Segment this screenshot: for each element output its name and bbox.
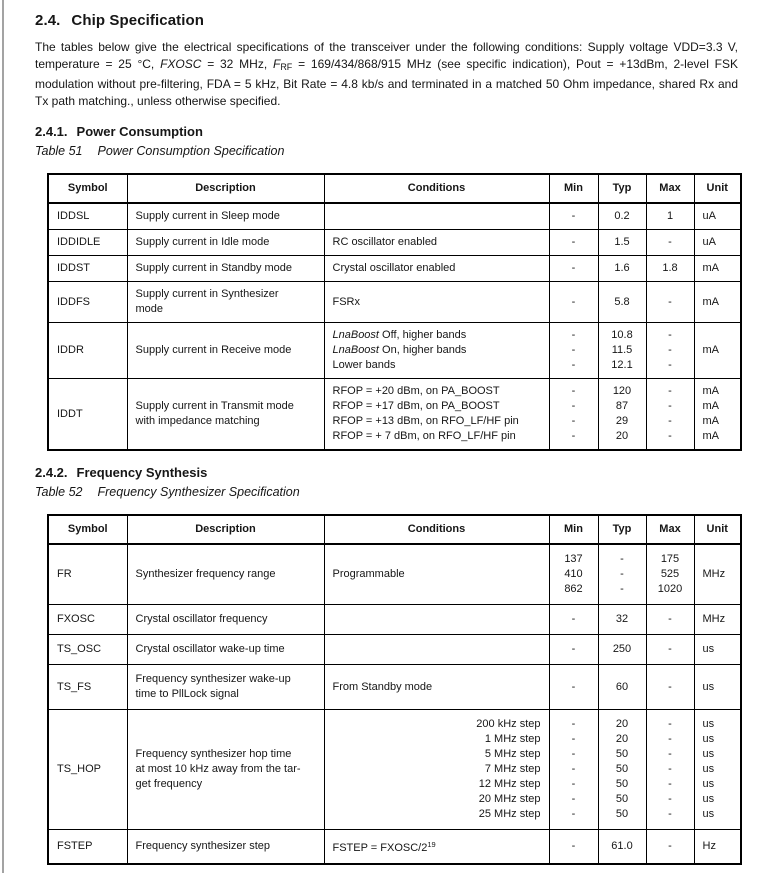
column-header-typ: Typ bbox=[598, 515, 646, 544]
cell-line-condition: From Standby mode bbox=[332, 680, 433, 693]
cell-line-typ: 20 bbox=[615, 718, 629, 730]
cell-line-description: get frequency bbox=[135, 778, 203, 790]
cell-line-min: - bbox=[571, 415, 576, 427]
cell-line-max: - bbox=[668, 718, 672, 730]
cell-line-unit: us bbox=[702, 808, 715, 820]
cell-line-typ: 20 bbox=[615, 733, 629, 745]
min-cell bbox=[549, 635, 598, 665]
cell-line-min: - bbox=[571, 400, 576, 412]
column-header-conditions: Conditions bbox=[324, 515, 549, 544]
description-cell bbox=[127, 282, 324, 323]
cell-line-max: 1020 bbox=[657, 583, 683, 595]
unit-cell bbox=[694, 544, 741, 605]
unit-cell bbox=[694, 230, 741, 256]
symbol-cell: FXOSC bbox=[48, 605, 127, 635]
header-row bbox=[48, 515, 741, 544]
header-row bbox=[48, 174, 741, 203]
conditions-cell bbox=[324, 203, 549, 230]
cell-line-description: mode bbox=[135, 303, 164, 315]
cell-line-unit: uA bbox=[702, 236, 716, 248]
cell-line-condition: RFOP = + 7 dBm, on RFO_LF/HF pin bbox=[332, 430, 516, 442]
cell-line-min: - bbox=[571, 680, 576, 693]
cell-line-max: - bbox=[668, 613, 672, 625]
description-cell bbox=[127, 665, 324, 710]
cell-line-description: Frequency synthesizer wake-up bbox=[135, 673, 291, 685]
spec-row-iddidle bbox=[48, 230, 741, 256]
symbol-cell: IDDFS bbox=[48, 282, 127, 323]
cell-line-description: Supply current in Transmit mode bbox=[135, 400, 294, 412]
symbol-cell: IDDR bbox=[48, 323, 127, 379]
typ-cell bbox=[598, 323, 646, 379]
subsection-heading-2 bbox=[35, 465, 739, 480]
conditions-cell bbox=[324, 605, 549, 635]
unit-cell bbox=[694, 605, 741, 635]
cell-line-description: Synthesizer frequency range bbox=[135, 568, 276, 580]
max-cell bbox=[646, 710, 694, 830]
cell-line-condition: RFOP = +17 dBm, on PA_BOOST bbox=[332, 400, 500, 412]
typ-cell bbox=[598, 282, 646, 323]
spec-row-iddr bbox=[48, 323, 741, 379]
conditions-cell bbox=[324, 544, 549, 605]
description-cell bbox=[127, 323, 324, 379]
column-header-min: Min bbox=[549, 515, 598, 544]
cell-line-min: - bbox=[571, 718, 576, 730]
conditions-cell bbox=[324, 665, 549, 710]
min-cell bbox=[549, 203, 598, 230]
cell-line-min: 862 bbox=[564, 583, 583, 595]
cell-line-unit: mA bbox=[702, 415, 719, 427]
cell-line-min: - bbox=[571, 778, 576, 790]
subsection-power-consumption bbox=[35, 124, 739, 451]
unit-cell bbox=[694, 282, 741, 323]
cell-line-description: Supply current in Standby mode bbox=[135, 262, 293, 274]
cell-line-max: - bbox=[668, 748, 672, 760]
cell-line-unit: us bbox=[702, 793, 715, 805]
cell-line-typ: - bbox=[620, 583, 624, 595]
description-cell bbox=[127, 830, 324, 865]
typ-cell bbox=[598, 379, 646, 451]
spec-row-fstep bbox=[48, 830, 741, 865]
cell-line-typ: 11.5 bbox=[611, 344, 633, 356]
cell-line-max: - bbox=[668, 400, 672, 412]
spec-row-ts_hop bbox=[48, 710, 741, 830]
cell-line-min: - bbox=[571, 643, 576, 655]
cell-line-unit: mA bbox=[702, 430, 719, 442]
cell-line-typ: 12.1 bbox=[611, 359, 633, 371]
conditions-cell bbox=[324, 282, 549, 323]
subsection-number: 2.4.2. bbox=[35, 465, 68, 480]
max-cell bbox=[646, 635, 694, 665]
cell-line-max: - bbox=[668, 295, 672, 308]
max-cell bbox=[646, 256, 694, 282]
min-cell bbox=[549, 710, 598, 830]
cell-line-unit: us bbox=[702, 778, 715, 790]
typ-cell bbox=[598, 710, 646, 830]
table-52-caption bbox=[35, 485, 739, 499]
intro-text-segment: FXOSC bbox=[160, 57, 202, 71]
symbol-cell: IDDIDLE bbox=[48, 230, 127, 256]
symbol-cell: IDDT bbox=[48, 379, 127, 451]
description-cell bbox=[127, 379, 324, 451]
min-cell bbox=[549, 379, 598, 451]
power-consumption-specification bbox=[47, 173, 742, 451]
cell-line-description: Frequency synthesizer hop time bbox=[135, 748, 292, 760]
cell-line-max: 1.8 bbox=[662, 262, 678, 274]
cell-line-max: - bbox=[668, 236, 672, 248]
cell-line-condition: Lower bands bbox=[332, 359, 396, 371]
cell-line-condition: RC oscillator enabled bbox=[332, 236, 438, 248]
cell-line-min: - bbox=[571, 430, 576, 442]
cell-line-unit: us bbox=[702, 748, 715, 760]
cell-line-description: Supply current in Sleep mode bbox=[135, 210, 280, 222]
subsection-number: 2.4.1. bbox=[35, 124, 68, 139]
conditions-cell bbox=[324, 710, 549, 830]
unit-cell bbox=[694, 256, 741, 282]
cell-line-description: time to PllLock signal bbox=[135, 688, 239, 700]
cell-line-unit: mA bbox=[702, 400, 719, 412]
cell-line-condition: Programmable bbox=[332, 568, 405, 580]
intro-text-segment: The tables below give the electrical specifications of the transceiver under the following conditions: Supply voltage VDD=3.3 V, temperature = 25 °C, bbox=[35, 40, 738, 71]
cell-line-min: - bbox=[571, 733, 576, 745]
cell-line-min: - bbox=[571, 262, 576, 274]
cell-line-max: 1 bbox=[666, 210, 674, 222]
symbol-cell: FSTEP bbox=[48, 830, 127, 865]
cell-line-unit: Hz bbox=[702, 840, 716, 852]
subsection-title: Frequency Synthesis bbox=[76, 465, 208, 480]
cell-line-typ: 0.2 bbox=[614, 210, 630, 222]
section-title: Chip Specification bbox=[71, 12, 205, 29]
section-heading bbox=[35, 12, 739, 29]
table-caption-label: Table 51 bbox=[35, 144, 83, 158]
typ-cell bbox=[598, 230, 646, 256]
cell-line-max: - bbox=[668, 385, 672, 397]
subsection-title: Power Consumption bbox=[76, 124, 203, 139]
max-cell bbox=[646, 230, 694, 256]
cell-line-condition: 5 MHz step bbox=[484, 748, 541, 760]
unit-cell bbox=[694, 203, 741, 230]
min-cell bbox=[549, 230, 598, 256]
min-cell bbox=[549, 830, 598, 865]
table-caption-title: Frequency Synthesizer Specification bbox=[97, 485, 300, 499]
cell-line-max: - bbox=[668, 808, 672, 820]
cell-line-min: - bbox=[571, 344, 576, 356]
cell-line-condition: LnaBoost Off, higher bands bbox=[332, 329, 467, 341]
max-cell bbox=[646, 830, 694, 865]
cell-line-condition: 25 MHz step bbox=[478, 808, 541, 820]
cell-line-max: - bbox=[668, 778, 672, 790]
cell-line-condition: FSTEP = FXOSC/$2^{19}$ bbox=[332, 840, 436, 854]
subsection-heading-1 bbox=[35, 124, 739, 139]
symbol-cell: FR bbox=[48, 544, 127, 605]
spec-row-iddst bbox=[48, 256, 741, 282]
spec-row-iddt bbox=[48, 379, 741, 451]
spec-row-ts_osc bbox=[48, 635, 741, 665]
cell-line-unit: mA bbox=[702, 295, 719, 308]
typ-cell bbox=[598, 544, 646, 605]
cell-line-typ: 50 bbox=[615, 793, 629, 805]
cell-line-max: - bbox=[668, 344, 672, 356]
max-cell bbox=[646, 203, 694, 230]
cell-line-unit: us bbox=[702, 763, 715, 775]
typ-cell bbox=[598, 203, 646, 230]
cell-line-min: - bbox=[571, 210, 576, 222]
conditions-cell bbox=[324, 830, 549, 865]
cell-line-min: - bbox=[571, 793, 576, 805]
cell-line-typ: 61.0 bbox=[611, 840, 633, 852]
conditions-cell bbox=[324, 379, 549, 451]
cell-line-typ: 250 bbox=[612, 643, 632, 655]
intro-text-segment: = 169/434/868/915 MHz (see specific indication), Pout = +13dBm, 2-level FSK modulation without pre-filtering, FDA = 5 kHz, Bit Rate = 4.8 kb/s and terminated in a matched 50 Ohm impedance, shared Rx and Tx path matching., unless otherwise specified. bbox=[35, 57, 738, 108]
subsection-frequency-synthesis bbox=[35, 465, 739, 865]
cell-line-typ: - bbox=[620, 553, 624, 565]
cell-line-condition: 20 MHz step bbox=[478, 793, 541, 805]
conditions-cell bbox=[324, 256, 549, 282]
cell-line-unit: us bbox=[702, 718, 715, 730]
description-cell bbox=[127, 203, 324, 230]
column-header-max: Max bbox=[646, 174, 694, 203]
cell-line-description: Crystal oscillator wake-up time bbox=[135, 643, 285, 655]
cell-line-description: Supply current in Synthesizer bbox=[135, 288, 279, 300]
unit-cell bbox=[694, 379, 741, 451]
column-header-unit: Unit bbox=[694, 174, 741, 203]
table-caption-label: Table 52 bbox=[35, 485, 83, 499]
cell-line-description: Crystal oscillator frequency bbox=[135, 613, 268, 625]
column-header-unit: Unit bbox=[694, 515, 741, 544]
description-cell bbox=[127, 256, 324, 282]
column-header-description: Description bbox=[127, 515, 324, 544]
intro-paragraph bbox=[35, 39, 738, 110]
cell-line-condition: LnaBoost On, higher bands bbox=[332, 344, 467, 356]
unit-cell bbox=[694, 665, 741, 710]
cell-line-typ: 32 bbox=[615, 613, 629, 625]
power-consumption-table bbox=[47, 173, 739, 451]
description-cell bbox=[127, 635, 324, 665]
column-header-max: Max bbox=[646, 515, 694, 544]
cell-line-typ: 10.8 bbox=[611, 329, 633, 341]
cell-line-min: - bbox=[571, 329, 576, 341]
symbol-cell: TS_FS bbox=[48, 665, 127, 710]
cell-line-max: - bbox=[668, 680, 672, 693]
cell-line-max: - bbox=[668, 643, 672, 655]
symbol-cell: TS_OSC bbox=[48, 635, 127, 665]
cell-line-unit: MHz bbox=[702, 613, 726, 625]
cell-line-typ: 50 bbox=[615, 763, 629, 775]
min-cell bbox=[549, 605, 598, 635]
cell-line-min: - bbox=[571, 763, 576, 775]
cell-line-unit: mA bbox=[702, 344, 719, 356]
cell-line-condition: 12 MHz step bbox=[478, 778, 541, 790]
cell-line-typ: 20 bbox=[615, 430, 629, 442]
column-header-typ: Typ bbox=[598, 174, 646, 203]
intro-text-segment: F bbox=[272, 57, 281, 71]
cell-line-condition: Crystal oscillator enabled bbox=[332, 262, 456, 274]
conditions-cell bbox=[324, 323, 549, 379]
max-cell bbox=[646, 282, 694, 323]
cell-line-max: 525 bbox=[660, 568, 680, 580]
max-cell bbox=[646, 665, 694, 710]
cell-line-min: 137 bbox=[564, 553, 583, 565]
cell-line-unit: us bbox=[702, 680, 715, 693]
table-caption-title: Power Consumption Specification bbox=[97, 144, 285, 158]
min-cell bbox=[549, 256, 598, 282]
typ-cell bbox=[598, 635, 646, 665]
max-cell bbox=[646, 544, 694, 605]
cell-line-unit: MHz bbox=[702, 568, 726, 580]
cell-line-unit: uA bbox=[702, 210, 716, 222]
cell-line-description: Frequency synthesizer step bbox=[135, 840, 271, 852]
column-header-conditions: Conditions bbox=[324, 174, 549, 203]
cell-line-typ: 29 bbox=[615, 415, 629, 427]
cell-line-unit: us bbox=[702, 733, 715, 745]
cell-line-max: - bbox=[668, 430, 672, 442]
conditions-cell bbox=[324, 230, 549, 256]
cell-line-typ: 50 bbox=[615, 808, 629, 820]
cell-line-min: - bbox=[571, 295, 576, 308]
description-cell bbox=[127, 710, 324, 830]
description-cell bbox=[127, 605, 324, 635]
description-cell bbox=[127, 544, 324, 605]
column-header-symbol: Symbol bbox=[48, 174, 127, 203]
cell-line-description: at most 10 kHz away from the tar- bbox=[135, 763, 301, 775]
spec-row-fxosc bbox=[48, 605, 741, 635]
column-header-description: Description bbox=[127, 174, 324, 203]
spec-row-fr bbox=[48, 544, 741, 605]
typ-cell bbox=[598, 665, 646, 710]
cell-line-condition: 7 MHz step bbox=[484, 763, 541, 775]
cell-line-condition: 1 MHz step bbox=[484, 733, 541, 745]
spec-row-iddfs bbox=[48, 282, 741, 323]
column-header-symbol: Symbol bbox=[48, 515, 127, 544]
cell-line-typ: 50 bbox=[615, 778, 629, 790]
cell-line-condition: RFOP = +20 dBm, on PA_BOOST bbox=[332, 385, 500, 397]
page-edge-line bbox=[2, 0, 4, 873]
cell-line-min: - bbox=[571, 840, 576, 852]
cell-line-min: - bbox=[571, 359, 576, 371]
cell-line-typ: 1.5 bbox=[614, 236, 630, 248]
cell-line-typ: 1.6 bbox=[614, 262, 630, 274]
section-number: 2.4. bbox=[35, 12, 61, 29]
cell-line-max: 175 bbox=[660, 553, 680, 565]
cell-line-typ: 60 bbox=[615, 680, 629, 693]
cell-line-condition: FSRx bbox=[332, 295, 360, 308]
cell-line-description: Supply current in Receive mode bbox=[135, 344, 292, 356]
cell-line-max: - bbox=[668, 763, 672, 775]
max-cell bbox=[646, 379, 694, 451]
cell-line-min: 410 bbox=[564, 568, 583, 580]
unit-cell bbox=[694, 635, 741, 665]
cell-line-max: - bbox=[668, 415, 672, 427]
cell-line-max: - bbox=[668, 359, 672, 371]
cell-line-min: - bbox=[571, 385, 576, 397]
column-header-min: Min bbox=[549, 174, 598, 203]
table-51-caption bbox=[35, 144, 739, 158]
cell-line-unit: mA bbox=[702, 385, 719, 397]
typ-cell bbox=[598, 605, 646, 635]
cell-line-min: - bbox=[571, 236, 576, 248]
max-cell bbox=[646, 605, 694, 635]
symbol-cell: IDDSL bbox=[48, 203, 127, 230]
symbol-cell: IDDST bbox=[48, 256, 127, 282]
frequency-synthesizer-table bbox=[47, 514, 739, 865]
cell-line-max: - bbox=[668, 793, 672, 805]
spec-row-ts_fs bbox=[48, 665, 741, 710]
unit-cell bbox=[694, 830, 741, 865]
cell-line-typ: 50 bbox=[615, 748, 629, 760]
cell-line-unit: mA bbox=[702, 262, 719, 274]
cell-line-min: - bbox=[571, 613, 576, 625]
min-cell bbox=[549, 665, 598, 710]
cell-line-typ: 5.8 bbox=[614, 295, 630, 308]
cell-line-typ: 87 bbox=[615, 400, 629, 412]
min-cell bbox=[549, 323, 598, 379]
cell-line-description: with impedance matching bbox=[135, 415, 260, 427]
frequency-synthesizer-specification bbox=[47, 514, 742, 865]
unit-cell bbox=[694, 710, 741, 830]
spec-row-iddsl bbox=[48, 203, 741, 230]
cell-line-max: - bbox=[668, 840, 672, 852]
min-cell bbox=[549, 544, 598, 605]
cell-line-max: - bbox=[668, 733, 672, 745]
cell-line-min: - bbox=[571, 748, 576, 760]
cell-line-condition: RFOP = +13 dBm, on RFO_LF/HF pin bbox=[332, 415, 519, 427]
cell-line-typ: 120 bbox=[612, 385, 632, 397]
intro-text-segment: = 32 MHz, bbox=[201, 57, 273, 71]
min-cell bbox=[549, 282, 598, 323]
typ-cell bbox=[598, 256, 646, 282]
cell-line-min: - bbox=[571, 808, 576, 820]
conditions-cell bbox=[324, 635, 549, 665]
symbol-cell: TS_HOP bbox=[48, 710, 127, 830]
max-cell bbox=[646, 323, 694, 379]
cell-line-description: Supply current in Idle mode bbox=[135, 236, 270, 248]
cell-line-condition: 200 kHz step bbox=[476, 718, 541, 730]
description-cell bbox=[127, 230, 324, 256]
cell-line-max: - bbox=[668, 329, 672, 341]
intro-text-segment: RF bbox=[280, 62, 293, 72]
typ-cell bbox=[598, 830, 646, 865]
cell-line-unit: us bbox=[702, 643, 715, 655]
unit-cell bbox=[694, 323, 741, 379]
cell-line-typ: - bbox=[620, 568, 624, 580]
